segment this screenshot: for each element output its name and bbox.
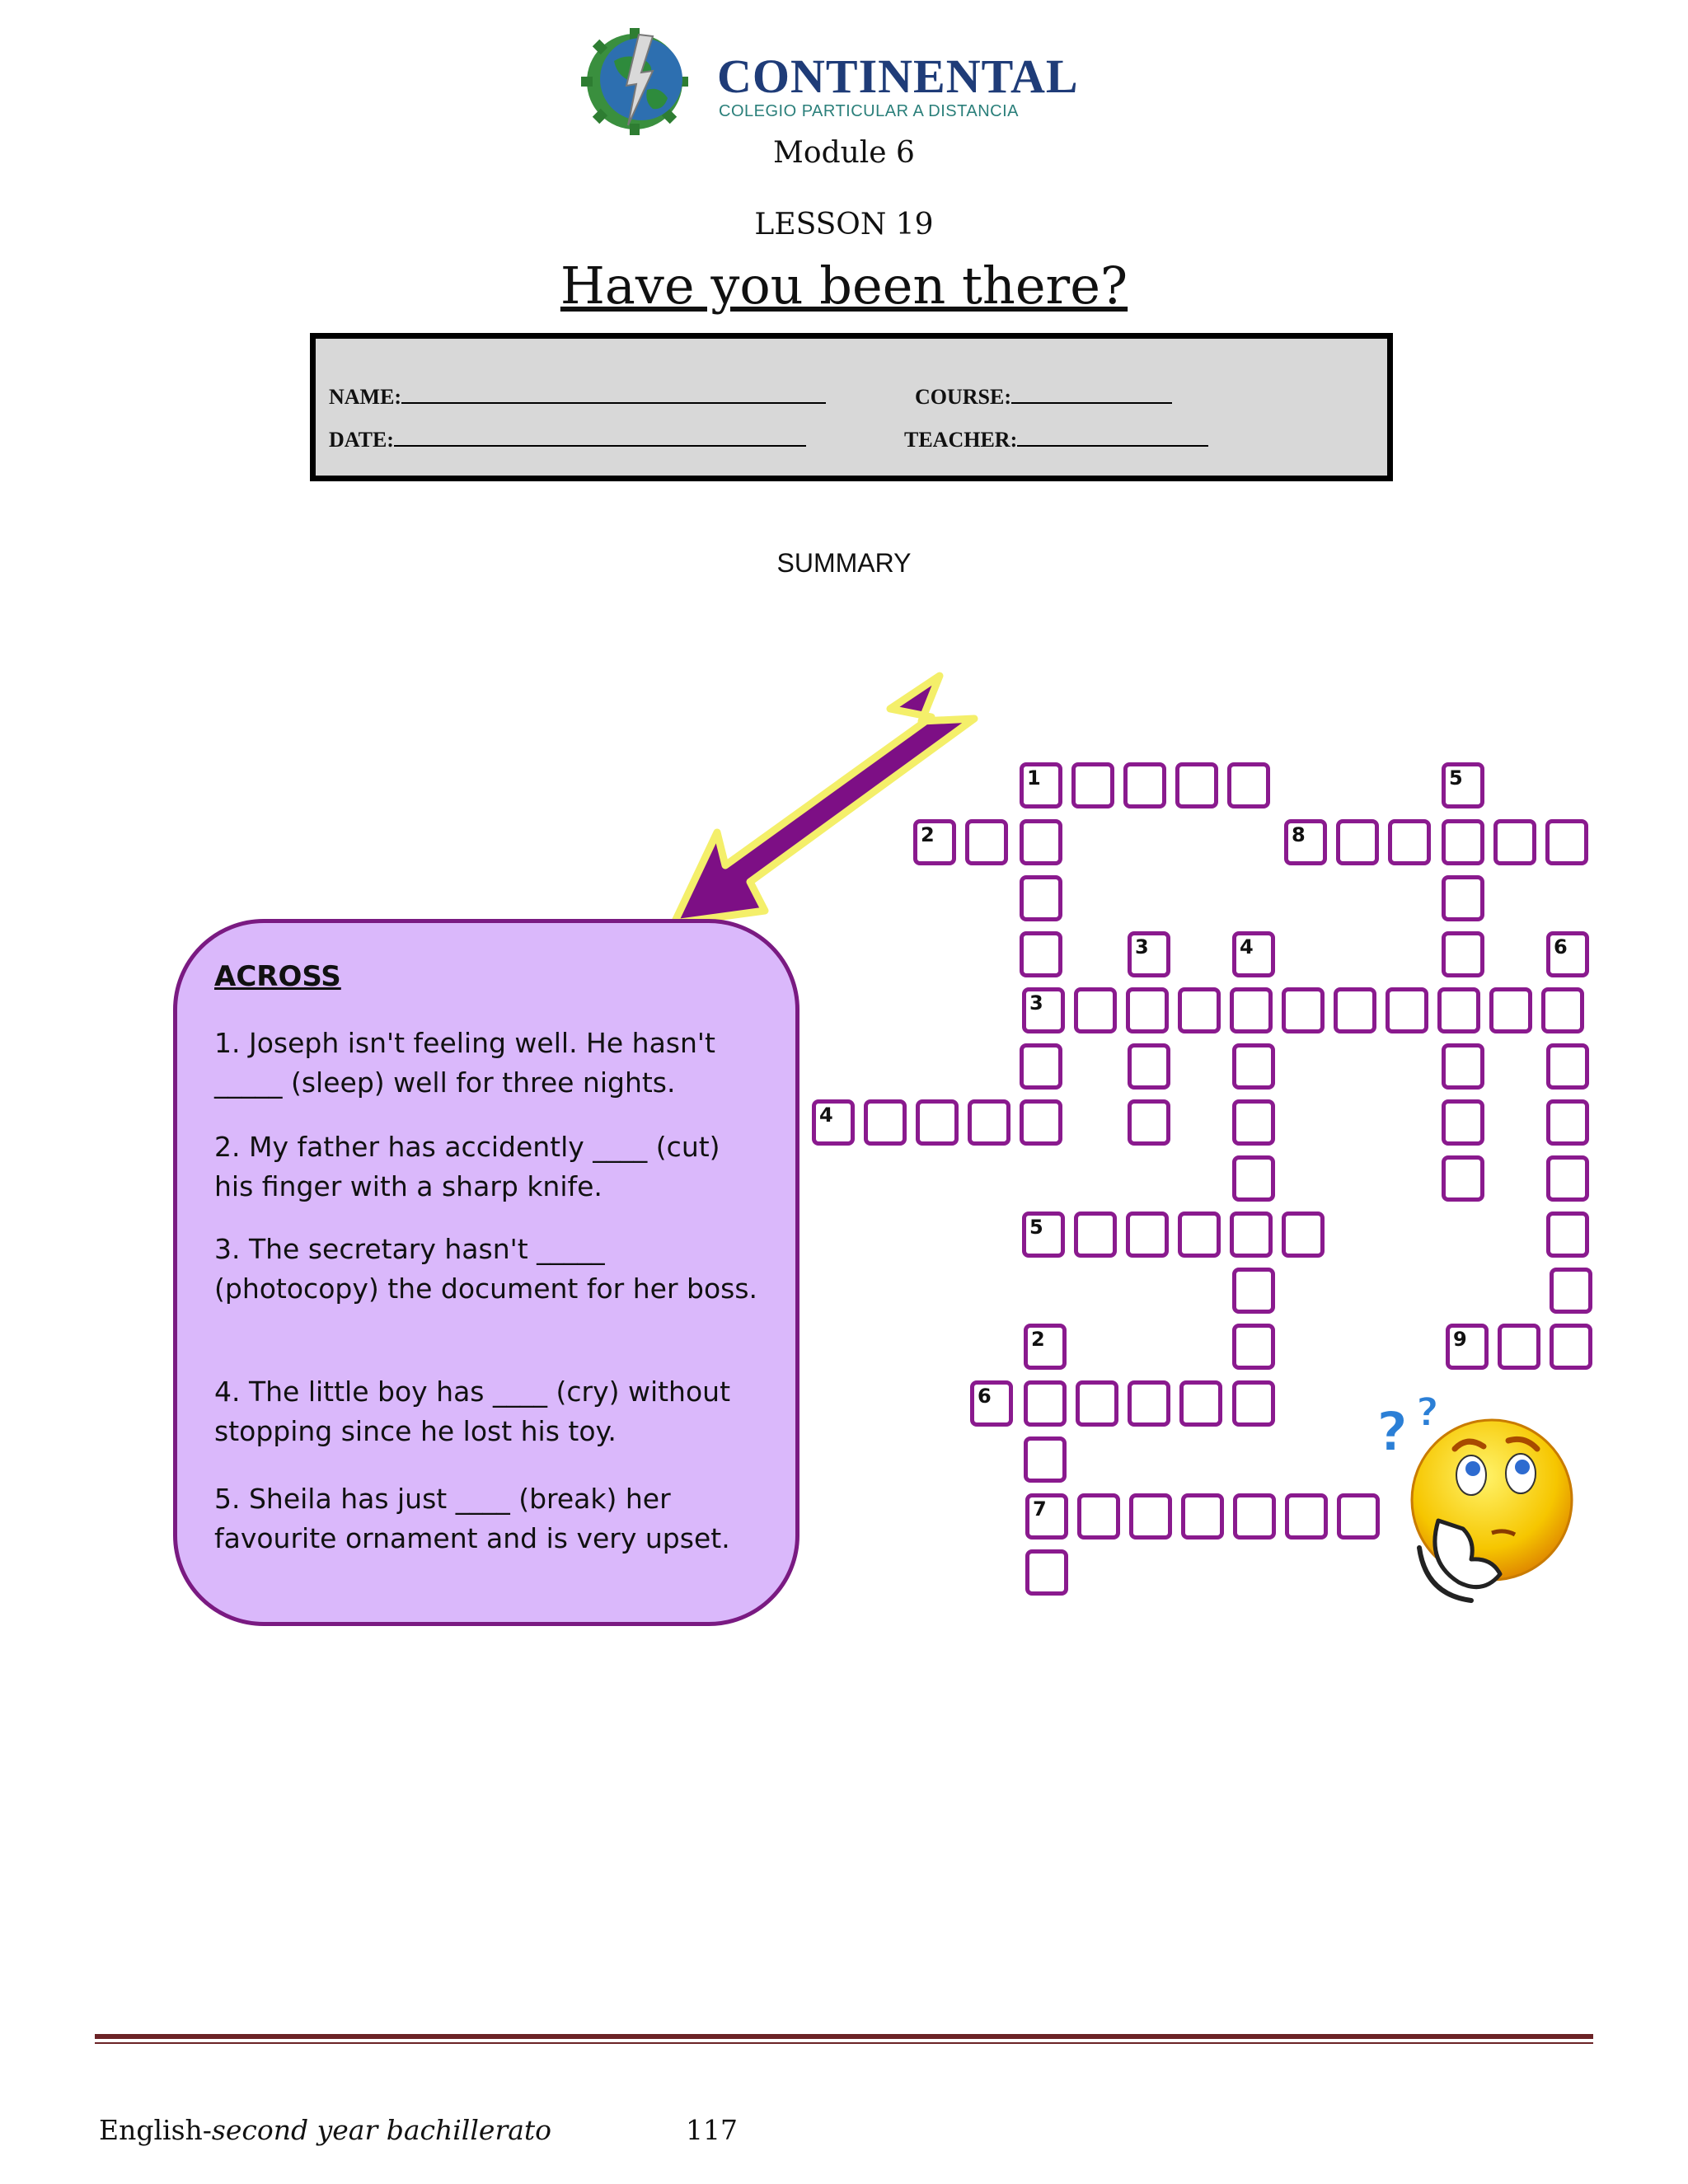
summary-heading: SUMMARY — [776, 548, 912, 578]
crossword-cell[interactable] — [1284, 819, 1327, 865]
crossword-cell[interactable] — [1074, 987, 1117, 1033]
crossword-cell[interactable] — [1232, 1324, 1275, 1370]
clue-4: 4. The little boy has ____ (cry) without stopping since he lost his toy. — [214, 1376, 731, 1447]
crossword-cell[interactable] — [1126, 1212, 1169, 1258]
crossword-cell[interactable] — [1227, 762, 1270, 808]
crossword-cell[interactable] — [913, 819, 956, 865]
svg-text:?: ? — [1416, 1390, 1439, 1436]
clue-number: 2 — [921, 823, 935, 846]
crossword-cell[interactable] — [1232, 1380, 1275, 1427]
clue-number: 7 — [1033, 1497, 1047, 1521]
footer-rule — [95, 2034, 1593, 2039]
crossword-cell[interactable] — [1442, 931, 1484, 977]
crossword-cell[interactable] — [1334, 987, 1376, 1033]
crossword-cell[interactable] — [1128, 1380, 1170, 1427]
page-title: Have you been there? — [560, 255, 1128, 316]
footer-subject: English- — [99, 2114, 212, 2146]
crossword-cell[interactable] — [1550, 1268, 1592, 1314]
crossword-cell[interactable] — [1232, 1043, 1275, 1090]
crossword-cell[interactable] — [970, 1380, 1013, 1427]
crossword-cell[interactable] — [1022, 987, 1065, 1033]
clue-number: 5 — [1029, 1216, 1043, 1239]
logo-subtitle: COLEGIO PARTICULAR A DISTANCIA — [719, 102, 1019, 120]
crossword-cell[interactable] — [1489, 987, 1532, 1033]
footer-course — [99, 2114, 551, 2146]
crossword-cell[interactable] — [1232, 1268, 1275, 1314]
crossword-cell[interactable] — [1442, 1155, 1484, 1202]
crossword-cell[interactable] — [1541, 987, 1584, 1033]
footer-rule-thin — [95, 2042, 1593, 2044]
crossword-cell[interactable] — [1545, 819, 1588, 865]
svg-text:?: ? — [1376, 1400, 1409, 1464]
teacher-label: TEACHER: — [904, 428, 1018, 452]
crossword-cell[interactable] — [864, 1099, 907, 1146]
date-label: DATE: — [329, 428, 394, 452]
crossword-cell[interactable] — [812, 1099, 855, 1146]
clue-number: 5 — [1449, 766, 1463, 790]
lesson-label: LESSON 19 — [754, 208, 934, 241]
crossword-cell[interactable] — [1025, 1493, 1068, 1540]
crossword-cell[interactable] — [1442, 875, 1484, 921]
crossword-cell[interactable] — [1179, 1380, 1222, 1427]
crossword-cell[interactable] — [1442, 1099, 1484, 1146]
crossword-cell[interactable] — [1442, 819, 1484, 865]
crossword-cell[interactable] — [1129, 1493, 1172, 1540]
across-heading: ACROSS — [214, 960, 341, 993]
crossword-cell[interactable] — [1386, 987, 1428, 1033]
clue-number: 1 — [1027, 766, 1041, 790]
crossword-cell[interactable] — [1025, 1549, 1068, 1596]
logo-brand-text: CONTINENTAL — [717, 49, 1079, 103]
crossword-cell[interactable] — [1181, 1493, 1224, 1540]
crossword-cell[interactable] — [1126, 987, 1169, 1033]
crossword-cell[interactable] — [1282, 1212, 1325, 1258]
crossword-cell[interactable] — [1546, 1212, 1589, 1258]
crossword-cell[interactable] — [1020, 931, 1062, 977]
clue-number: 4 — [819, 1104, 833, 1127]
crossword-cell[interactable] — [1175, 762, 1218, 808]
crossword-cell[interactable] — [1024, 1436, 1067, 1483]
crossword-cell[interactable] — [968, 1099, 1010, 1146]
crossword-cell[interactable] — [1493, 819, 1536, 865]
crossword-cell[interactable] — [1230, 987, 1273, 1033]
crossword-cell[interactable] — [1233, 1493, 1276, 1540]
crossword-cell[interactable] — [1123, 762, 1166, 808]
crossword-cell[interactable] — [1546, 931, 1589, 977]
crossword-cell[interactable] — [1232, 1099, 1275, 1146]
crossword-cell[interactable] — [1282, 987, 1325, 1033]
course-label: COURSE: — [915, 385, 1012, 409]
crossword-cell[interactable] — [1020, 1099, 1062, 1146]
crossword-cell[interactable] — [1336, 819, 1379, 865]
page-number: 117 — [686, 2114, 738, 2146]
crossword-cell[interactable] — [1437, 987, 1480, 1033]
crossword-cell[interactable] — [1498, 1324, 1540, 1370]
clue-3: 3. The secretary hasn't _____ (photocopy) the document for her boss. — [214, 1233, 758, 1305]
crossword-cell[interactable] — [1232, 931, 1275, 977]
footer-level: second year bachillerato — [211, 2114, 552, 2146]
thinking-face-icon — [1368, 1385, 1582, 1615]
clue-number: 3 — [1029, 991, 1043, 1015]
crossword-cell[interactable] — [1546, 1043, 1589, 1090]
clue-number: 3 — [1135, 935, 1149, 958]
crossword-cell[interactable] — [1076, 1380, 1118, 1427]
crossword-cell[interactable] — [1022, 1212, 1065, 1258]
clue-number: 8 — [1292, 823, 1306, 846]
crossword-cell[interactable] — [1020, 762, 1062, 808]
clue-2: 2. My father has accidently ____ (cut) his finger with a sharp knife. — [214, 1131, 720, 1202]
crossword-cell[interactable] — [1230, 1212, 1273, 1258]
crossword-cell[interactable] — [1442, 762, 1484, 808]
crossword-cell[interactable] — [1020, 1043, 1062, 1090]
crossword-cell[interactable] — [1074, 1212, 1117, 1258]
crossword-cell[interactable] — [916, 1099, 959, 1146]
crossword-cell[interactable] — [1550, 1324, 1592, 1370]
crossword-cell[interactable] — [1128, 1099, 1170, 1146]
crossword-cell[interactable] — [1020, 875, 1062, 921]
name-label: NAME: — [329, 385, 402, 409]
clue-number: 6 — [1554, 935, 1568, 958]
module-label: Module 6 — [773, 136, 915, 170]
crossword-cell[interactable] — [1546, 1155, 1589, 1202]
crossword-cell[interactable] — [1442, 1043, 1484, 1090]
crossword-cell[interactable] — [1128, 1043, 1170, 1090]
crossword-cell[interactable] — [1546, 1099, 1589, 1146]
crossword-cell[interactable] — [1388, 819, 1431, 865]
clue-number: 9 — [1453, 1328, 1467, 1351]
crossword-cell[interactable] — [1077, 1493, 1120, 1540]
crossword-cell[interactable] — [1178, 987, 1221, 1033]
clue-1: 1. Joseph isn't feeling well. He hasn't _____ (sleep) well for three nights. — [214, 1027, 715, 1099]
crossword-cell[interactable] — [1071, 762, 1114, 808]
crossword-cell[interactable] — [1024, 1324, 1067, 1370]
crossword-cell[interactable] — [1020, 819, 1062, 865]
crossword-cell[interactable] — [1178, 1212, 1221, 1258]
crossword-cell[interactable] — [1024, 1380, 1067, 1427]
clue-5: 5. Sheila has just ____ (break) her favourite ornament and is very upset. — [214, 1483, 730, 1554]
clue-number: 2 — [1031, 1328, 1045, 1351]
crossword-cell[interactable] — [1232, 1155, 1275, 1202]
crossword-cell[interactable] — [965, 819, 1008, 865]
clue-number: 6 — [978, 1385, 992, 1408]
crossword-cell[interactable] — [1285, 1493, 1328, 1540]
crossword-cell[interactable] — [1446, 1324, 1489, 1370]
clue-number: 4 — [1240, 935, 1254, 958]
crossword-cell[interactable] — [1128, 931, 1170, 977]
